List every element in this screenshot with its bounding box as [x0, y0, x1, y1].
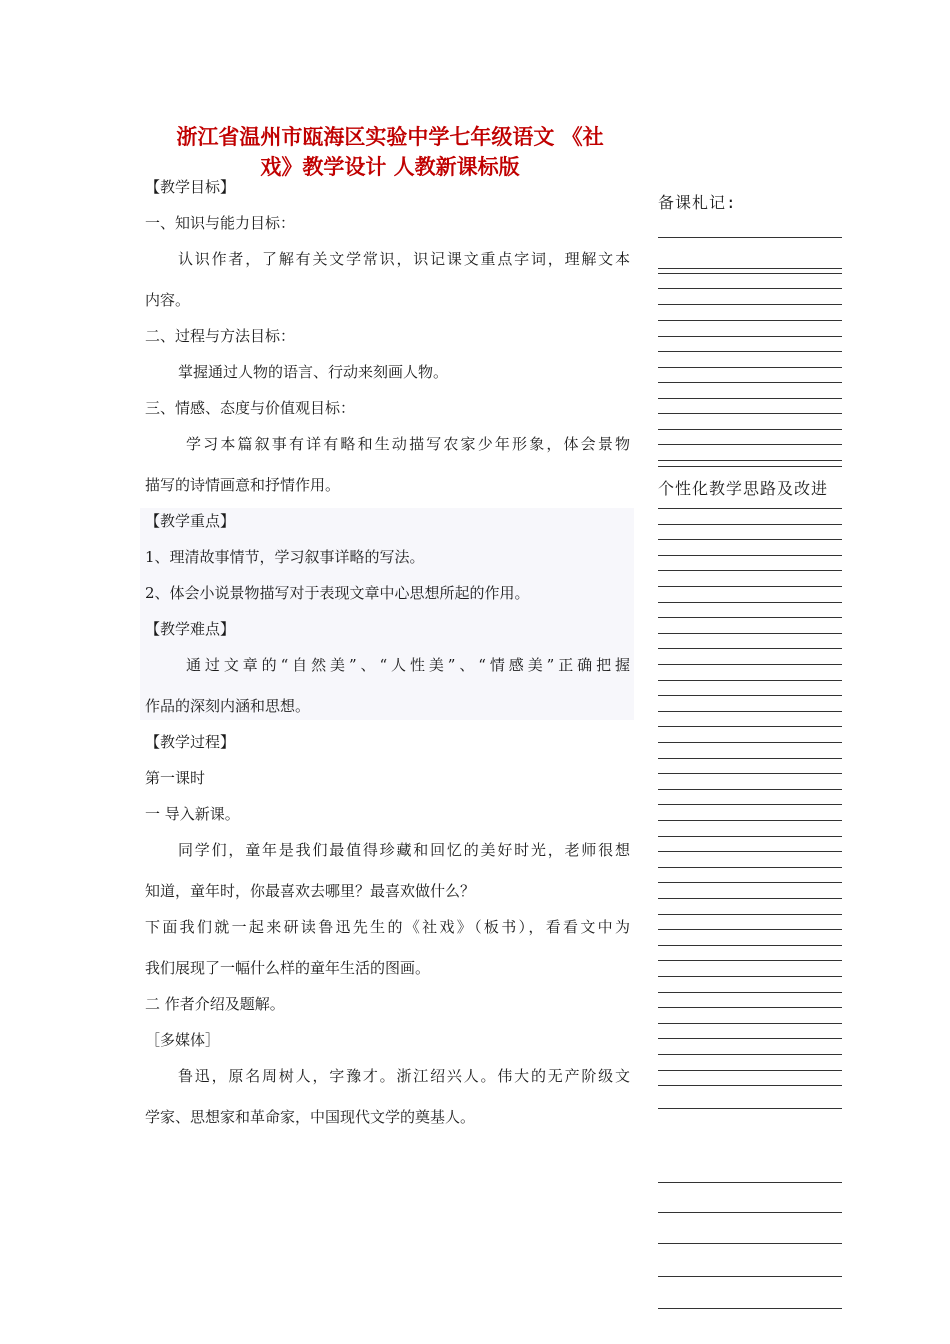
note-line	[658, 1023, 842, 1024]
note-line	[658, 898, 842, 899]
note-line	[658, 1243, 842, 1244]
note-line	[658, 617, 842, 618]
note-line	[658, 1308, 842, 1309]
text-line: 一 导入新课。	[145, 805, 240, 823]
note-line	[658, 992, 842, 993]
note-line	[658, 539, 842, 540]
text-line: 鲁迅，原名周树人，字豫才。浙江绍兴人。伟大的无产阶级文	[178, 1067, 630, 1085]
personal-heading: 个性化教学思路及改进	[658, 479, 829, 498]
note-line	[658, 367, 842, 368]
text-line: 知道，童年时，你最喜欢去哪里？最喜欢做什么？	[145, 882, 476, 900]
text-line: 学习本篇叙事有详有略和生动描写农家少年形象，体会景物	[186, 435, 630, 453]
note-line	[658, 773, 842, 774]
note-line	[658, 648, 842, 649]
note-line	[658, 976, 842, 977]
note-line	[658, 398, 842, 399]
note-line	[658, 1276, 842, 1277]
note-line	[658, 882, 842, 883]
note-line	[658, 555, 842, 556]
text-line: 1、理清故事情节，学习叙事详略的写法。	[145, 548, 425, 566]
note-line	[658, 758, 842, 759]
text-line: 三、情感、态度与价值观目标：	[145, 399, 356, 417]
section-heading-process: 【教学过程】	[145, 733, 236, 751]
highlight-block	[140, 508, 634, 720]
text-line: 二 作者介绍及题解。	[145, 995, 285, 1013]
note-line	[658, 695, 842, 696]
note-line	[658, 851, 842, 852]
section-heading-difficulties: 【教学难点】	[145, 620, 236, 638]
section-heading-key-points: 【教学重点】	[145, 512, 236, 530]
text-line: 2、体会小说景物描写对于表现文章中心思想所起的作用。	[145, 584, 530, 602]
note-line	[658, 711, 842, 712]
note-line	[658, 1054, 842, 1055]
note-line	[658, 351, 842, 352]
note-line	[658, 586, 842, 587]
title-line-1: 浙江省温州市瓯海区实验中学七年级语文 《社	[176, 124, 604, 149]
note-line	[658, 664, 842, 665]
text-line: ［多媒体］	[145, 1031, 221, 1049]
title-line-2: 戏》教学设计 人教新课标版	[260, 154, 520, 179]
text-line: 通过文章的“自然美”、“人性美”、“情感美”正确把握	[186, 656, 630, 674]
note-line	[658, 288, 842, 289]
text-line: 我们展现了一幅什么样的童年生活的图画。	[145, 959, 431, 977]
note-line	[658, 320, 842, 321]
text-line: 第一课时	[145, 769, 206, 787]
document-title	[140, 122, 640, 182]
notes-heading: 备课札记:	[658, 193, 737, 212]
note-line	[658, 836, 842, 837]
text-line: 一、知识与能力目标：	[145, 214, 296, 232]
note-line	[658, 570, 842, 571]
note-line	[658, 680, 842, 681]
note-line	[658, 945, 842, 946]
note-line	[658, 237, 842, 238]
note-line	[658, 960, 842, 961]
text-line: 描写的诗情画意和抒情作用。	[145, 476, 341, 494]
note-line	[658, 429, 842, 430]
note-line	[658, 804, 842, 805]
text-line: 内容。	[145, 291, 191, 309]
note-line	[658, 1108, 842, 1109]
note-line	[658, 460, 842, 461]
text-line: 二、过程与方法目标：	[145, 327, 296, 345]
note-line	[658, 1085, 842, 1086]
note-line	[658, 789, 842, 790]
note-line	[658, 382, 842, 383]
note-line	[658, 1038, 842, 1039]
note-line	[658, 726, 842, 727]
note-line	[658, 508, 842, 509]
note-line	[658, 336, 842, 337]
note-line	[658, 1212, 842, 1213]
note-line	[658, 268, 842, 269]
text-line: 作品的深刻内涵和思想。	[145, 697, 311, 715]
text-line: 认识作者，了解有关文学常识，识记课文重点字词，理解文本	[178, 250, 630, 268]
note-line	[658, 867, 842, 868]
note-line	[658, 1070, 842, 1071]
note-line	[658, 444, 842, 445]
text-line: 同学们，童年是我们最值得珍藏和回忆的美好时光，老师很想	[178, 841, 630, 859]
note-line	[658, 929, 842, 930]
text-line: 下面我们就一起来研读鲁迅先生的《社戏》（板书），看看文中为	[145, 918, 630, 936]
note-line	[658, 914, 842, 915]
note-line	[658, 524, 842, 525]
note-line	[658, 1007, 842, 1008]
note-line	[658, 633, 842, 634]
text-line: 学家、思想家和革命家，中国现代文学的奠基人。	[145, 1108, 476, 1126]
text-line: 掌握通过人物的语言、行动来刻画人物。	[178, 363, 449, 381]
note-line	[658, 413, 842, 414]
note-line	[658, 602, 842, 603]
note-line	[658, 1182, 842, 1183]
note-line	[658, 273, 842, 274]
note-line	[658, 820, 842, 821]
note-line	[658, 466, 842, 467]
section-heading-objectives: 【教学目标】	[145, 178, 236, 196]
note-line	[658, 304, 842, 305]
note-line	[658, 742, 842, 743]
